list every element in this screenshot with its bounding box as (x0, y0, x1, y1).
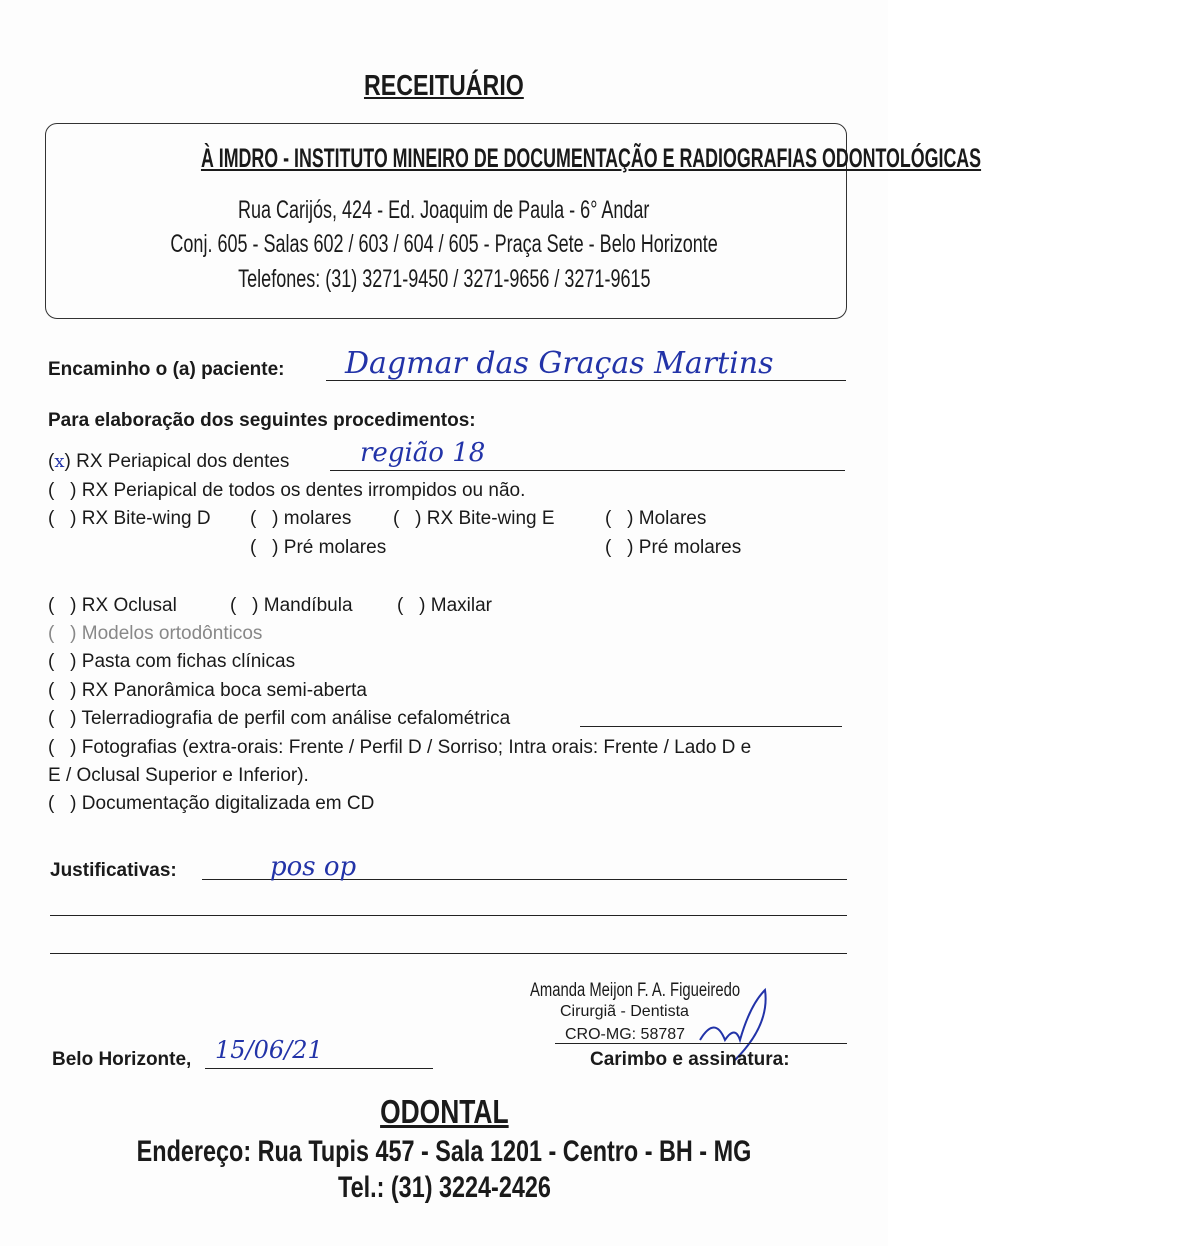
signature-label: Carimbo e assinatura: (590, 1049, 790, 1070)
checkbox-pre-molares-e[interactable]: ( ) Pré molares (605, 537, 742, 558)
checkbox-molares-e[interactable]: ( ) Molares (605, 508, 707, 529)
footer-phone: Tel.: (31) 3224-2426 (337, 1171, 551, 1204)
patient-name[interactable]: Dagmar das Graças Martins (345, 346, 774, 381)
checkbox-telerradiografia[interactable]: ( ) Telerradiografia de perfil com análise cefalométrica (48, 708, 511, 729)
institute-name: À IMDRO - INSTITUTO MINEIRO DE DOCUMENTAÇÃO E RADIOGRAFIAS ODONTOLÓGICAS (200, 143, 982, 173)
checkbox-mandibula[interactable]: ( ) Mandíbula (230, 595, 353, 616)
checkbox-oclusal[interactable]: ( ) RX Oclusal (48, 595, 177, 616)
date-value[interactable]: 15/06/21 (215, 1036, 323, 1064)
fotografias-continued: E / Oclusal Superior e Inferior). (48, 765, 309, 786)
justificativas-value[interactable]: pos op (270, 852, 357, 882)
checkbox-bitewing-e[interactable]: ( ) RX Bite-wing E (393, 508, 555, 529)
checkbox-documentacao[interactable]: ( ) Documentação digitalizada em CD (48, 793, 375, 814)
form-title: RECEITUÁRIO (364, 70, 524, 102)
procedures-label: Para elaboração dos seguintes procedimentos: (48, 410, 476, 431)
city-label: Belo Horizonte, (52, 1049, 192, 1070)
footer-address: Endereço: Rua Tupis 457 - Sala 1201 - Centro - BH - MG (136, 1135, 752, 1168)
institute-phones: Telefones: (31) 3271-9450 / 3271-9656 / 3271-9615 (237, 265, 651, 293)
stamp-name: Amanda Meijon F. A. Figueiredo (530, 980, 741, 1001)
checkbox-periapical[interactable]: (x) RX Periapical dos dentes (48, 451, 290, 472)
patient-label: Encaminho o (a) paciente: (48, 359, 285, 380)
checkbox-pre-molares-d[interactable]: ( ) Pré molares (250, 537, 387, 558)
periapical-teeth[interactable]: região 18 (360, 438, 486, 468)
stamp-title: Cirurgiã - Dentista (560, 1003, 689, 1020)
checkbox-modelos[interactable]: ( ) Modelos ortodônticos (48, 623, 263, 644)
checkbox-maxilar[interactable]: ( ) Maxilar (397, 595, 493, 616)
checkbox-fotografias[interactable]: ( ) Fotografias (extra-orais: Frente / Perfil D / Sorriso; Intra orais: Frente / Lado D e (48, 737, 752, 758)
checkbox-bitewing-d[interactable]: ( ) RX Bite-wing D (48, 508, 211, 529)
checkbox-molares-d[interactable]: ( ) molares (250, 508, 352, 529)
footer-name: ODONTAL (379, 1093, 509, 1130)
institute-address-2: Conj. 605 - Salas 602 / 603 / 604 / 605 - Praça Sete - Belo Horizonte (170, 230, 718, 258)
stamp-cro: CRO-MG: 58787 (565, 1026, 686, 1043)
checkbox-periapical-all[interactable]: ( ) RX Periapical de todos os dentes irrompidos ou não. (48, 480, 526, 501)
institute-address-1: Rua Carijós, 424 - Ed. Joaquim de Paula - 6° Andar (238, 196, 650, 224)
checkbox-panoramica[interactable]: ( ) RX Panorâmica boca semi-aberta (48, 680, 367, 701)
justificativas-label: Justificativas: (50, 860, 177, 881)
checkbox-pasta[interactable]: ( ) Pasta com fichas clínicas (48, 651, 296, 672)
